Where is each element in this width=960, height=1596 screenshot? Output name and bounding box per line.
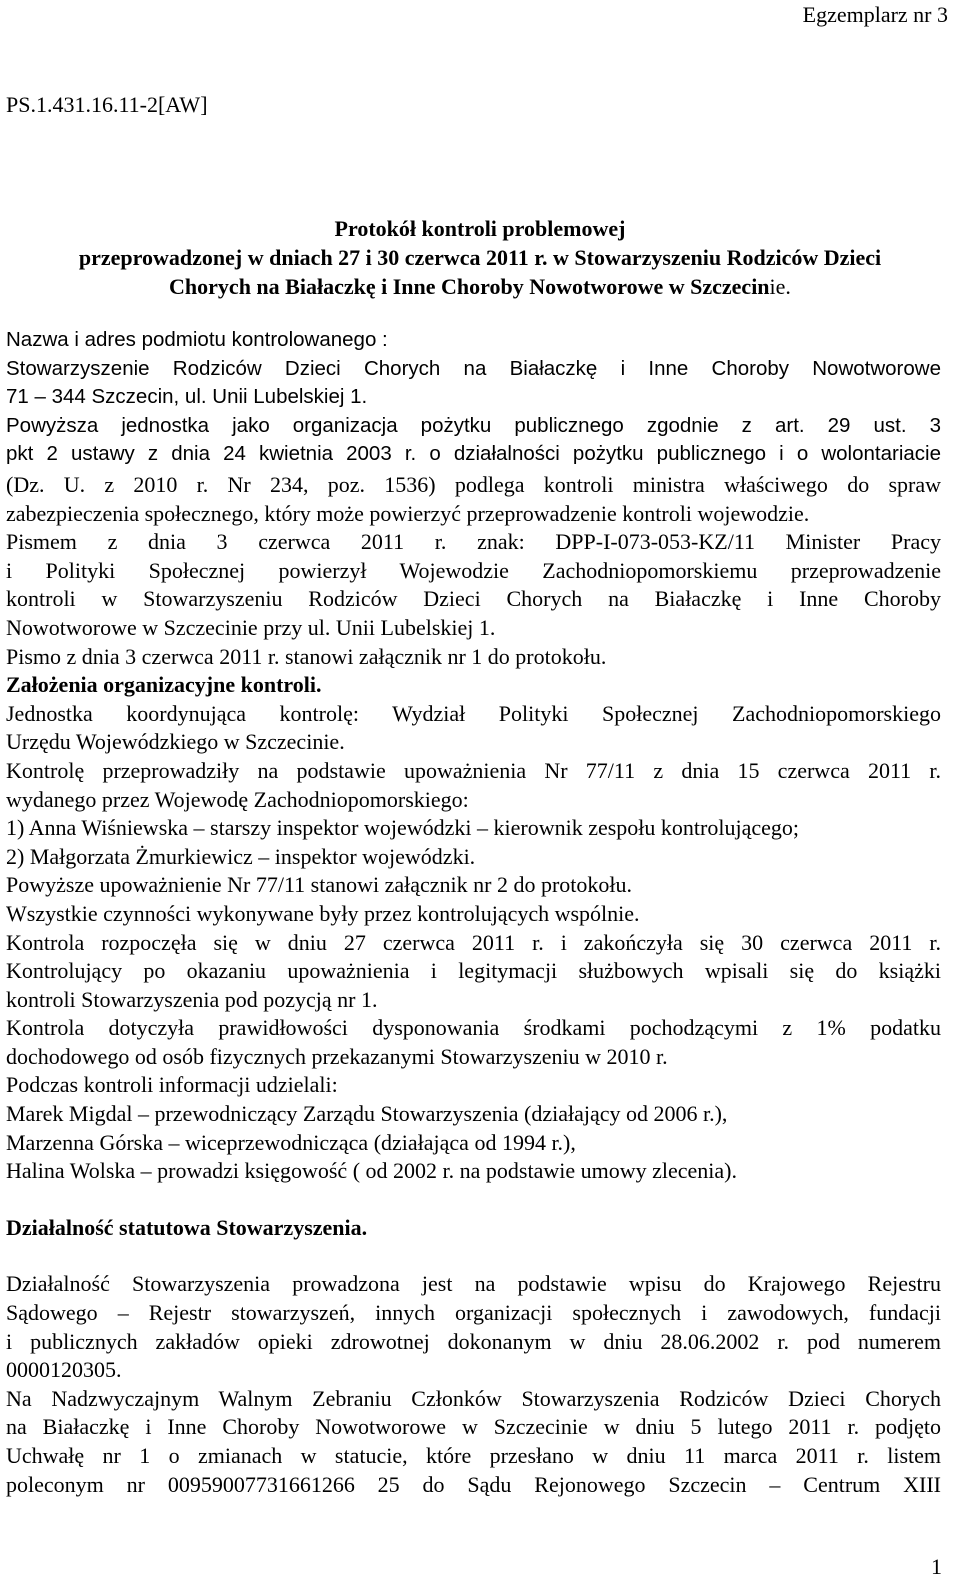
page-number: 1 — [931, 1554, 942, 1579]
informant: Halina Wolska – prowadzi księgowość ( od 2002 r. na podstawie umowy zlecenia). — [6, 1158, 737, 1184]
assumptions-line: Wszystkie czynności wykonywane były przez kontrolujących wspólnie. — [6, 900, 640, 926]
document-title — [0, 214, 960, 301]
entity-section — [6, 326, 941, 469]
assumptions-heading: Założenia organizacyjne kontroli. — [6, 672, 322, 698]
legal-line: Pismem z dnia 3 czerwca 2011 r. znak: DPP-I-073-053-KZ/11 Minister Pracy — [6, 529, 941, 555]
statutory-line: Na Nadzwyczajnym Walnym Zebraniu Członków Stowarzyszenia Rodziców Dzieci Chorych — [6, 1385, 941, 1411]
assumptions-line: kontroli Stowarzyszenia pod pozycją nr 1. — [6, 986, 378, 1012]
statutory-line: 0000120305. — [6, 1357, 122, 1383]
statutory-line: Działalność Stowarzyszenia prowadzona jest na podstawie wpisu do Krajowego Rejestru — [6, 1271, 941, 1297]
informant: Marzenna Górska – wiceprzewodnicząca (działająca od 1994 r.), — [6, 1129, 576, 1155]
legal-line: pkt 2 ustawy z dnia 24 kwietnia 2003 r. o działalności pożytku publicznego i o wolontariacie — [6, 442, 941, 466]
legal-line: Pismo z dnia 3 czerwca 2011 r. stanowi załącznik nr 1 do protokołu. — [6, 643, 607, 669]
title-line-3 — [0, 272, 960, 301]
informant: Marek Migdal – przewodniczący Zarządu Stowarzyszenia (działający od 2006 r.), — [6, 1101, 728, 1127]
assumptions-line: wydanego przez Wojewodę Zachodniopomorskiego: — [6, 786, 469, 812]
statutory-line: poleconym nr 00959007731661266 25 do Sądu Rejonowego Szczecin – Centrum XIII — [6, 1471, 941, 1497]
assumptions-line: Urzędu Wojewódzkiego w Szczecinie. — [6, 729, 345, 755]
entity-line: Stowarzyszenie Rodziców Dzieci Chorych na Białaczkę i Inne Choroby Nowotworowe — [6, 356, 941, 380]
reference-number: PS.1.431.16.11-2[AW] — [6, 92, 208, 117]
legal-line: kontroli w Stowarzyszeniu Rodziców Dzieci Chorych na Białaczkę i Inne Choroby — [6, 586, 941, 612]
statutory-line: Sądowego – Rejestr stowarzyszeń, innych organizacji społecznych i zawodowych, fundacji — [6, 1300, 941, 1326]
assumptions-line: Kontrola dotyczyła prawidłowości dysponowania środkami pochodzącymi z 1% podatku — [6, 1015, 941, 1041]
statutory-line: Uchwałę nr 1 o zmianach w statucie, które przesłano w dniu 11 marca 2011 r. listem — [6, 1443, 941, 1468]
assumptions-line: Podczas kontroli informacji udzielali: — [6, 1072, 338, 1098]
entity-line: 71 – 344 Szczecin, ul. Unii Lubelskiej 1. — [6, 385, 368, 409]
assumptions-line: 2) Małgorzata Żmurkiewicz – inspektor wojewódzki. — [6, 843, 476, 869]
legal-line: zabezpieczenia społecznego, który może powierzyć przeprowadzenie kontroli wojewodzie. — [6, 500, 810, 526]
assumptions-line: Kontrolę przeprowadziły na podstawie upoważnienia Nr 77/11 z dnia 15 czerwca 2011 r. — [6, 757, 941, 783]
legal-section — [6, 471, 941, 1499]
legal-line: (Dz. U. z 2010 r. Nr 234, poz. 1536) podlega kontroli ministra właściwego do spraw — [6, 472, 941, 497]
assumptions-line: Kontrolujący po okazaniu upoważnienia i legitymacji służbowych wpisali się do książki — [6, 958, 941, 984]
copy-label: Egzemplarz nr 3 — [802, 2, 948, 27]
entity-heading: Nazwa i adres podmiotu kontrolowanego : — [6, 328, 388, 351]
title-line-2: przeprowadzonej w dniach 27 i 30 czerwca 2011 r. w Stowarzyszeniu Rodziców Dzieci — [78, 245, 882, 270]
assumptions-line: Powyższe upoważnienie Nr 77/11 stanowi załącznik nr 2 do protokołu. — [6, 872, 633, 898]
legal-line: i Polityki Społecznej powierzył Wojewodzie Zachodniopomorskiemu przeprowadzenie — [6, 557, 941, 583]
assumptions-line: Jednostka koordynująca kontrolę: Wydział Polityki Społecznej Zachodniopomorskiego — [6, 700, 941, 726]
title-line-1: Protokół kontroli problemowej — [334, 216, 626, 241]
assumptions-line: 1) Anna Wiśniewska – starszy inspektor wojewódzki – kierownik zespołu kontrolującego; — [6, 815, 799, 841]
statutory-line: i publicznych zakładów opieki zdrowotnej dokonanym w dniu 28.06.2002 r. pod numerem — [6, 1328, 941, 1354]
title-line-3a: Chorych na Białaczkę i Inne Choroby Nowotworowe w Szczecin — [169, 274, 770, 299]
assumptions-line: Kontrola rozpoczęła się w dniu 27 czerwca 2011 r. i zakończyła się 30 czerwca 2011 r. — [6, 929, 941, 955]
legal-line: Nowotworowe w Szczecinie przy ul. Unii Lubelskiej 1. — [6, 614, 496, 640]
title-line-3b: ie. — [769, 274, 791, 299]
statutory-heading: Działalność statutowa Stowarzyszenia. — [6, 1214, 368, 1240]
legal-line: Powyższa jednostka jako organizacja pożytku publicznego zgodnie z art. 29 ust. 3 — [6, 413, 941, 437]
statutory-line: na Białaczkę i Inne Choroby Nowotworowe w Szczecinie w dniu 5 lutego 2011 r. podjęto — [6, 1414, 941, 1440]
assumptions-line: dochodowego od osób fizycznych przekazanymi Stowarzyszeniu w 2010 r. — [6, 1043, 668, 1069]
